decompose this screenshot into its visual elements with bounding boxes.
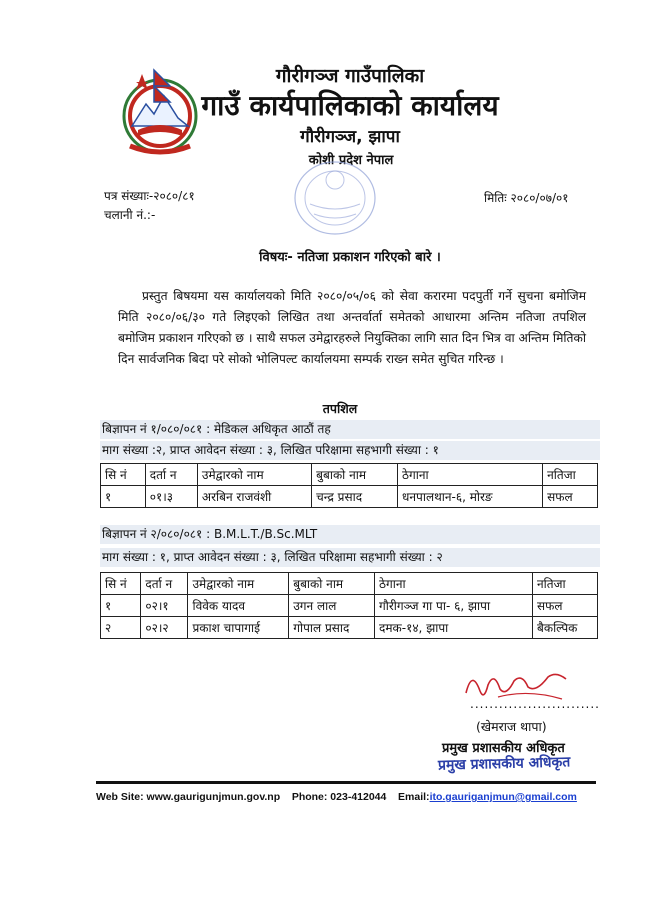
- letter-subject: विषयः- नतिजा प्रकाशन गरिएको बारे ।: [259, 250, 441, 265]
- letter-body: प्रस्तुत बिषयमा यस कार्यालयको मिति २०८०/०५/०६ को सेवा करारमा पदपुर्ती गर्ने सुचना बमोजिम मिति २०८०/०६/३० गते लिइएको लिखित तथा अन्तर्वार्ता समेतको आधारमा अन्तिम नतिजा तपशिल बमोजिम प्रकाशन गरिएको छ । साथै सफल उमेद्वारहरुले नियुक्तिका लागि सात दिन भित्र वा अन्तिम मितिको दिन सार्वजनिक बिदा परे सोको भोलिपल्ट कार्यालयमा सम्पर्क राख्न समेत सुचित गरिन्छ ।: [118, 289, 586, 366]
- table-cell: २: [101, 617, 141, 639]
- ad2-title: बिज्ञापन नं २/०८०/०८१ : B.M.L.T./B.Sc.MLT: [100, 525, 600, 544]
- table-cell: गौरीगञ्ज गा पा- ६, झापा: [374, 595, 532, 617]
- table-cell: दमक-१४, झापा: [374, 617, 532, 639]
- column-header: नतिजा: [533, 573, 598, 595]
- table-cell: ०२।१: [141, 595, 188, 617]
- municipality-name: गौरीगञ्ज गाउँपालिका: [275, 65, 425, 87]
- office-stamp-icon: [290, 158, 380, 238]
- footer-website: Web Site: www.gaurigunjmun.gov.np: [96, 791, 281, 803]
- table-cell: बैकल्पिक: [533, 617, 598, 639]
- footer: [96, 791, 577, 803]
- table-row: [101, 486, 598, 508]
- footer-email-label: Email:: [398, 791, 430, 803]
- column-header: उमेद्वारको नाम: [197, 464, 311, 486]
- table-cell: सफल: [533, 595, 598, 617]
- footer-email-link[interactable]: ito.gauriganjmun@gmail.com: [429, 791, 577, 803]
- table-cell: ०२।२: [141, 617, 188, 639]
- signer-name: (खेमराज थापा): [476, 719, 547, 734]
- table-cell: ०१।३: [145, 486, 197, 508]
- ad1-results-table: [100, 463, 598, 508]
- table-cell: सफल: [543, 486, 598, 508]
- column-header: उमेद्वारको नाम: [188, 573, 289, 595]
- table-cell: विवेक यादव: [188, 595, 289, 617]
- details-heading: तपशिल: [322, 401, 358, 416]
- province-name: कोशी प्रदेश नेपाल: [308, 153, 394, 168]
- office-name: गाउँ कार्यपालिकाको कार्यालय: [201, 89, 499, 122]
- ad1-title: बिज्ञापन नं १/०८०/०८१ : मेडिकल अधिकृत आठौं तह: [100, 420, 600, 439]
- table-cell: चन्द्र प्रसाद: [312, 486, 398, 508]
- table-row: [101, 595, 598, 617]
- signature-line: ...........................: [470, 697, 600, 711]
- table-cell: १: [101, 595, 141, 617]
- footer-divider: [96, 781, 596, 784]
- column-header: ठेगाना: [374, 573, 532, 595]
- table-cell: १: [101, 486, 146, 508]
- table-cell: प्रकाश चापागाई: [188, 617, 289, 639]
- column-header: सि नं: [101, 464, 146, 486]
- reference-number: पत्र संख्याः-२०८०/८१: [104, 189, 195, 203]
- column-header: दर्ता न: [145, 464, 197, 486]
- ad2-results-table: [100, 572, 598, 639]
- ad2-counts: माग संख्या : १, प्राप्त आवेदन संख्या : ३, लिखित परिक्षामा सहभागी संख्या : २: [100, 548, 600, 567]
- table-cell: धनपालथान-६, मोरङ: [398, 486, 543, 508]
- column-header: बुबाको नाम: [312, 464, 398, 486]
- dispatch-number: चलानी नं.:-: [104, 208, 156, 222]
- signer-title: प्रमुख प्रशासकीय अधिकृत: [442, 741, 565, 756]
- table-cell: अरबिन राजवंशी: [197, 486, 311, 508]
- table-header-row: [101, 464, 598, 486]
- column-header: नतिजा: [543, 464, 598, 486]
- ad1-counts: माग संख्या :२, प्राप्त आवेदन संख्या : ३, लिखित परिक्षामा सहभागी संख्या : १: [100, 441, 600, 460]
- column-header: दर्ता न: [141, 573, 188, 595]
- table-row: [101, 617, 598, 639]
- table-cell: गोपाल प्रसाद: [289, 617, 375, 639]
- column-header: सि नं: [101, 573, 141, 595]
- footer-phone: Phone: 023-412044: [291, 791, 387, 803]
- table-cell: उगन लाल: [289, 595, 375, 617]
- letter-date: मितिः २०८०/०७/०१: [484, 191, 569, 205]
- office-location: गौरीगञ्ज, झापा: [300, 127, 400, 147]
- table-header-row: [101, 573, 598, 595]
- column-header: बुबाको नाम: [289, 573, 375, 595]
- column-header: ठेगाना: [398, 464, 543, 486]
- signer-title-stamp: प्रमुख प्रशासकीय अधिकृत: [437, 754, 571, 774]
